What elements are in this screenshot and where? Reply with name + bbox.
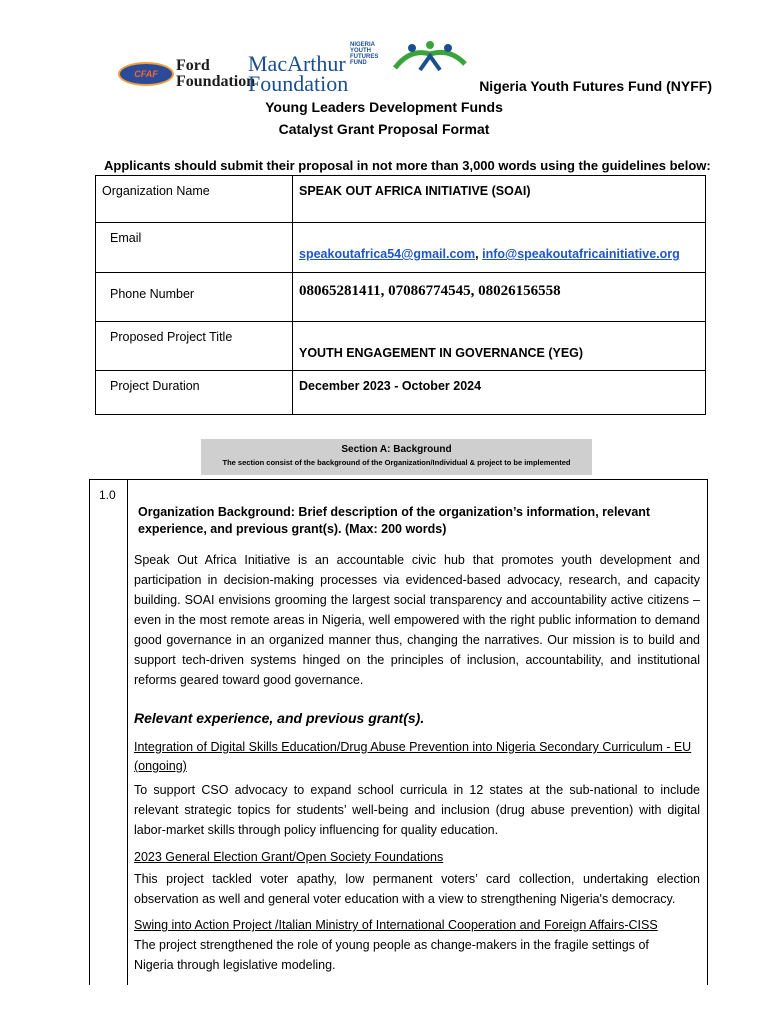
email-separator: , bbox=[475, 247, 483, 261]
grant-title-1: Integration of Digital Skills Education/Drug Abuse Prevention into Nigeria Secondary Curriculum - EU (ongoing) bbox=[134, 740, 692, 773]
org-name-label: Organization Name bbox=[102, 184, 210, 198]
table-row bbox=[96, 223, 706, 273]
section-question: Organization Background: Brief description of the organization’s information, relevant experience, and previous grant(s). (Max: 200 words) bbox=[138, 505, 651, 536]
email-label: Email bbox=[110, 231, 142, 245]
table-row bbox=[96, 273, 706, 322]
grant-description-3: The project strengthened the role of young people as change-makers in the fragile settings of Nigeria through legislative modeling. bbox=[134, 938, 649, 972]
grant-description-1: To support CSO advocacy to expand school curricula in 12 states at the sub-national to include relevant strategic topics for students’ well-being and inclusion (drug abuse prevention) with digital labor-market skills through policy influencing for quality education. bbox=[134, 783, 700, 837]
ford-foundation-logo bbox=[118, 56, 254, 96]
instructions: Applicants should submit their proposal in not more than 3,000 words using the guidelines below: bbox=[104, 158, 711, 173]
project-duration-value: December 2023 - October 2024 bbox=[299, 379, 482, 393]
page-subtitle: Catalyst Grant Proposal Format bbox=[278, 121, 490, 137]
table-row bbox=[96, 322, 706, 371]
table-row bbox=[96, 371, 706, 415]
background-section-box bbox=[89, 479, 708, 985]
section-number-column bbox=[90, 480, 128, 985]
project-duration-label: Project Duration bbox=[110, 379, 200, 393]
grant-title-3: Swing into Action Project /Italian Ministry of International Cooperation and Foreign Affairs-CISS bbox=[134, 918, 658, 932]
phone-value: 08065281411, 07086774545, 08026156558 bbox=[299, 283, 561, 299]
nyff-logo: NIGERIA YOUTH FUTURES FUND bbox=[350, 40, 470, 74]
email-link-info[interactable]: info@speakoutafricainitiative.org bbox=[482, 247, 680, 261]
email-link-primary[interactable]: speakoutafrica54@gmail.com bbox=[299, 247, 476, 261]
fund-name: Nigeria Youth Futures Fund (NYFF) bbox=[479, 78, 712, 94]
section-number: 1.0 bbox=[99, 488, 116, 502]
cfaf-logo-icon: CFAF bbox=[118, 62, 174, 86]
page-title: Young Leaders Development Funds bbox=[265, 99, 503, 115]
youth-figures-icon bbox=[390, 40, 470, 74]
macarthur-foundation-logo: MacArthur Foundation bbox=[248, 51, 349, 96]
section-a-title: Section A: Background bbox=[341, 444, 452, 455]
project-title-label: Proposed Project Title bbox=[110, 330, 233, 344]
relevant-experience-heading: Relevant experience, and previous grant(s). bbox=[134, 710, 425, 726]
project-title-value: YOUTH ENGAGEMENT IN GOVERNANCE (YEG) bbox=[299, 346, 584, 360]
org-name-value: SPEAK OUT AFRICA INITIATIVE (SOAI) bbox=[299, 184, 531, 198]
grant-description-2: This project tackled voter apathy, low permanent voters’ card collection, undertaking election observation as well and general voter education with a view to strengthening Nigeria's democracy. bbox=[134, 872, 700, 906]
organization-background-paragraph: Speak Out Africa Initiative is an accountable civic hub that promotes youth development and participation in decision-making processes via evidenced-based advocacy, research, and capacity building. SOAI envisions grooming the largest social transparency and accountability active citizens – even in the most remote areas in Nigeria, well empowered with the right public information to demand good governance in an organized manner thus, changing the narratives. Our mission is to build and support tech-driven systems hinged on the principles of inclusion, accountability, and institutional reforms geared toward good governance. bbox=[134, 553, 700, 687]
grant-title-2: 2023 General Election Grant/Open Society Foundations bbox=[134, 850, 444, 864]
phone-label: Phone Number bbox=[110, 287, 195, 301]
organization-info-table bbox=[95, 175, 706, 415]
section-a-banner bbox=[201, 439, 592, 475]
table-row bbox=[96, 176, 706, 223]
ford-foundation-wordmark: Ford Foundation bbox=[176, 57, 256, 90]
section-a-subtitle: The section consist of the background of the Organization/Individual & project to be implemented bbox=[222, 458, 571, 467]
